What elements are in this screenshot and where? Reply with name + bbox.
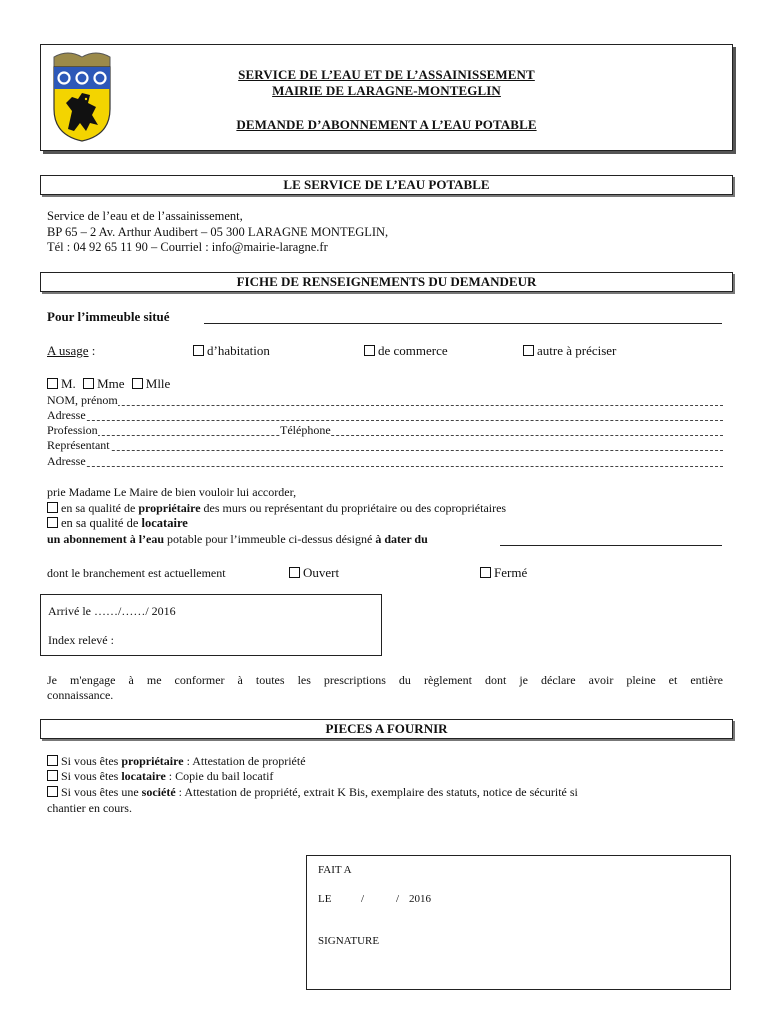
arrival-box [40, 594, 382, 656]
usage-habitation[interactable] [193, 343, 270, 358]
q1-bold: propriétaire [138, 501, 201, 515]
commerce-label: de commerce [378, 343, 448, 358]
section-service-title: LE SERVICE DE L’EAU POTABLE [40, 175, 733, 195]
p1-pre: Si vous êtes [61, 754, 122, 768]
civ-mme-checkbox[interactable] [83, 378, 94, 389]
civ-mme-label: Mme [97, 376, 125, 391]
abo-bold: un abonnement à l’eau [47, 532, 165, 546]
p2-bold: locataire [121, 769, 166, 783]
autre-checkbox[interactable] [523, 345, 534, 356]
p1-bold: propriétaire [121, 754, 184, 768]
usage-label-wrap [47, 343, 95, 358]
commerce-checkbox[interactable] [364, 345, 375, 356]
usage-autre[interactable] [523, 343, 616, 358]
ouvert-option[interactable] [289, 565, 339, 580]
document-title: DEMANDE D’ABONNEMENT A L’EAU POTABLE [236, 117, 537, 132]
civ-mlle-label: Mlle [145, 376, 171, 391]
piece-proprietaire-checkbox[interactable] [47, 755, 58, 766]
p1-post: : Attestation de propriété [183, 754, 306, 768]
date-slash-1: / [361, 893, 365, 905]
profession-row [47, 423, 723, 437]
civ-m-checkbox[interactable] [47, 378, 58, 389]
adresse-field[interactable] [47, 408, 723, 421]
locataire-checkbox[interactable] [47, 517, 58, 528]
proprietaire-checkbox[interactable] [47, 502, 58, 513]
piece-societe[interactable] [47, 785, 578, 801]
immeuble-field[interactable] [204, 309, 722, 324]
piece-locataire-checkbox[interactable] [47, 770, 58, 781]
nom-field[interactable] [47, 393, 723, 406]
profession-label: Profession [47, 423, 98, 437]
usage-commerce[interactable] [364, 343, 448, 358]
ferme-option[interactable] [480, 565, 527, 580]
date-slash-2: / [396, 893, 400, 905]
date-year: 2016 [409, 893, 431, 905]
p3-bold: société [141, 785, 176, 799]
ferme-checkbox[interactable] [480, 567, 491, 578]
date-field[interactable] [500, 532, 722, 546]
usage-label: A usage [47, 343, 89, 358]
le-label: LE [318, 893, 332, 905]
mairie-title: MAIRIE DE LARAGNE-MONTEGLIN [272, 83, 501, 98]
section-fiche-title: FICHE DE RENSEIGNEMENTS DU DEMANDEUR [40, 272, 733, 292]
habitation-label: d’habitation [207, 343, 270, 358]
profession-field[interactable] [47, 423, 723, 436]
representant-label: Représentant [47, 438, 110, 452]
ferme-label: Fermé [494, 565, 528, 580]
civ-m-label: M. [61, 376, 76, 391]
usage-colon: : [88, 343, 96, 358]
nom-row [47, 393, 723, 407]
arrive-text: Arrivé le ……/……/ 2016 [48, 604, 176, 618]
index-text: Index relevé : [48, 633, 114, 647]
header-box [40, 44, 733, 151]
qualite-proprietaire[interactable] [47, 501, 506, 517]
section-pieces-title: PIECES A FOURNIR [40, 719, 733, 739]
habitation-checkbox[interactable] [193, 345, 204, 356]
branchement-text: dont le branchement est actuellement [47, 566, 226, 580]
engagement-line-1: Je m'engage à me conformer à toutes les prescriptions du règlement dont je déclare avoir pleine et entière [47, 673, 723, 687]
q1-post: des murs ou représentant du propriétaire ou des copropriétaires [200, 501, 507, 515]
p3-post: : Attestation de propriété, extrait K Bis, exemplaire des statuts, notice de sécurité si [175, 785, 578, 799]
signature-label: SIGNATURE [318, 935, 380, 947]
signature-box[interactable] [306, 855, 731, 990]
representant-field[interactable] [47, 438, 723, 451]
adresse2-row [47, 454, 723, 468]
representant-row [47, 438, 723, 452]
adresse-row [47, 408, 723, 422]
p3-pre: Si vous êtes une [61, 785, 142, 799]
address-line-1: Service de l’eau et de l’assainissement, [47, 209, 243, 223]
abo-date: à dater du [375, 532, 428, 546]
adresse-label: Adresse [47, 408, 86, 422]
civ-mlle-checkbox[interactable] [132, 378, 143, 389]
service-title: SERVICE DE L’EAU ET DE L’ASSAINISSEMENT [238, 67, 535, 82]
immeuble-label: Pour l’immeuble situé [47, 309, 170, 324]
address-line-2: BP 65 – 2 Av. Arthur Audibert – 05 300 LARAGNE MONTEGLIN, [47, 225, 389, 239]
engagement-line-2: connaissance. [47, 688, 114, 702]
abonnement-line [47, 532, 428, 548]
q2-bold: locataire [141, 516, 188, 530]
abo-mid: potable pour l’immeuble ci-dessus désigné [164, 532, 376, 546]
adresse2-label: Adresse [47, 454, 86, 468]
qualite-locataire[interactable] [47, 516, 188, 532]
fait-a-label: FAIT A [318, 864, 352, 876]
piece-proprietaire[interactable] [47, 754, 306, 770]
telephone-label: Téléphone [280, 423, 331, 437]
adresse2-field[interactable] [47, 454, 723, 467]
q2-pre: en sa qualité de [61, 516, 142, 530]
autre-label: autre à préciser [537, 343, 617, 358]
civility-row [47, 376, 170, 391]
prie-text: prie Madame Le Maire de bien vouloir lui accorder, [47, 485, 297, 499]
nom-label: NOM, prénom [47, 393, 118, 407]
ouvert-checkbox[interactable] [289, 567, 300, 578]
piece-societe-checkbox[interactable] [47, 786, 58, 797]
p2-post: : Copie du bail locatif [165, 769, 274, 783]
piece-societe-line-2: chantier en cours. [47, 801, 132, 815]
piece-locataire[interactable] [47, 769, 273, 785]
ouvert-label: Ouvert [303, 565, 340, 580]
contact-line: Tél : 04 92 65 11 90 – Courriel : info@mairie-laragne.fr [47, 240, 328, 254]
q1-pre: en sa qualité de [61, 501, 139, 515]
p2-pre: Si vous êtes [61, 769, 122, 783]
